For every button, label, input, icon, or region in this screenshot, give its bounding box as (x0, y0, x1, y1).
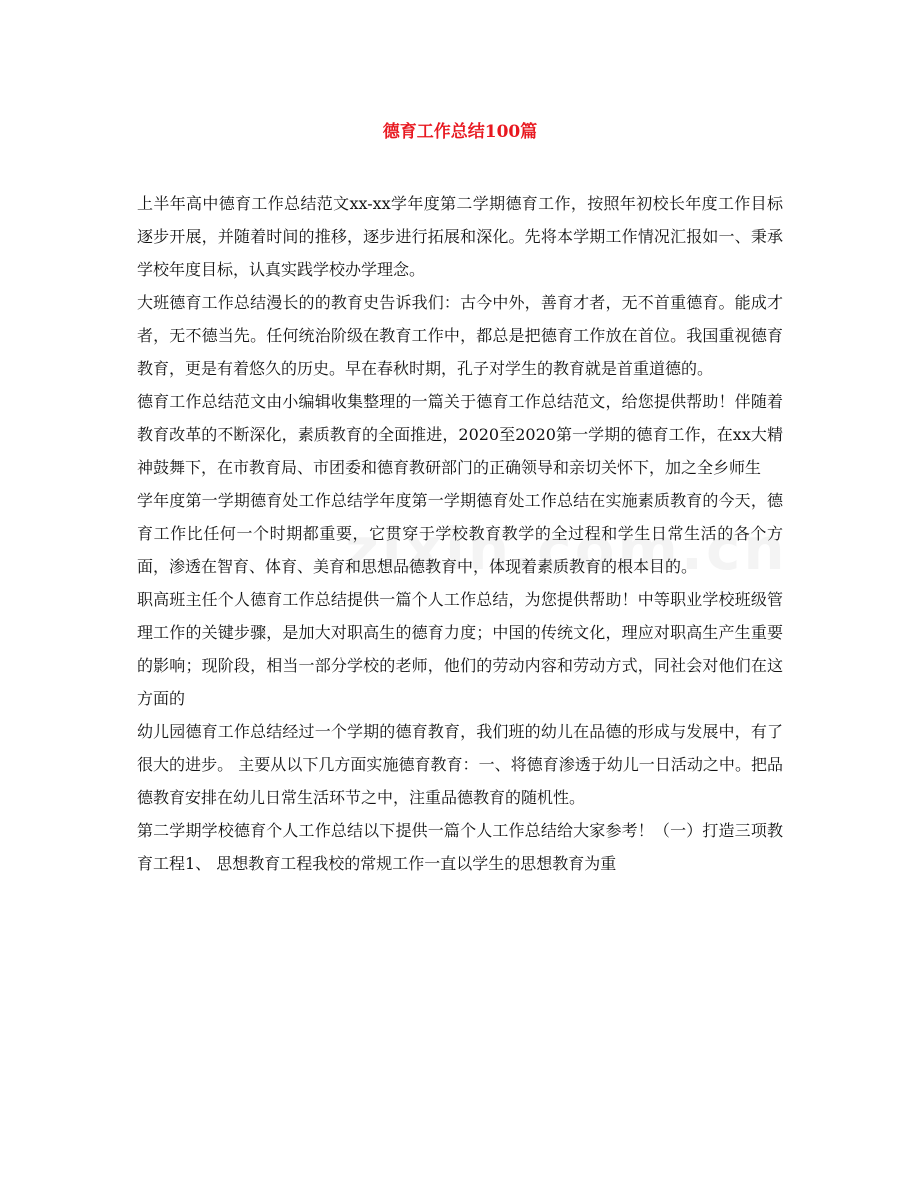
document-body (137, 187, 783, 880)
paragraph: 第二学期学校德育个人工作总结以下提供一篇个人工作总结给大家参考！（一）打造三项教育工程1、 思想教育工程我校的常规工作一直以学生的思想教育为重 (137, 821, 783, 873)
paragraph: 幼儿园德育工作总结经过一个学期的德育教育，我们班的幼儿在品德的形成与发展中，有了很大的进步。 主要从以下几方面实施德育教育：一、将德育渗透于幼儿一日活动之中。把品德教育安排在幼儿日常生活环节之中，注重品德教育的随机性。 (137, 722, 783, 807)
document-title: 德育工作总结100篇 (382, 122, 538, 142)
paragraph: 德育工作总结范文由小编辑收集整理的一篇关于德育工作总结范文，给您提供帮助！伴随着教育改革的不断深化，素质教育的全面推进，2020至2020第一学期的德育工作，在xx大精神鼓舞下，在市教育局、市团委和德育教研部门的正确领导和亲切关怀下，加之全乡师生 (137, 392, 783, 477)
paragraph: 大班德育工作总结漫长的的教育史告诉我们：古今中外，善育才者，无不首重德育。能成才者，无不德当先。任何统治阶级在教育工作中，都总是把德育工作放在首位。我国重视德育教育，更是有着悠久的历史。早在春秋时期，孔子对学生的教育就是首重道德的。 (137, 293, 783, 378)
paragraph: 学年度第一学期德育处工作总结学年度第一学期德育处工作总结在实施素质教育的今天，德育工作比任何一个时期都重要，它贯穿于学校教育教学的全过程和学生日常生活的各个方面，渗透在智育、体育、美育和思想品德教育中，体现着素质教育的根本目的。 (137, 491, 783, 576)
paragraph: 上半年高中德育工作总结范文xx-xx学年度第二学期德育工作，按照年初校长年度工作目标逐步开展，并随着时间的推移，逐步进行拓展和深化。先将本学期工作情况汇报如一、秉承学校年度目标，认真实践学校办学理念。 (137, 194, 783, 279)
paragraph: 职高班主任个人德育工作总结提供一篇个人工作总结，为您提供帮助！中等职业学校班级管理工作的关键步骤，是加大对职高生的德育力度；中国的传统文化，理应对职高生产生重要的影响；现阶段，相当一部分学校的老师，他们的劳动内容和劳动方式，同社会对他们在这方面的 (137, 590, 783, 708)
